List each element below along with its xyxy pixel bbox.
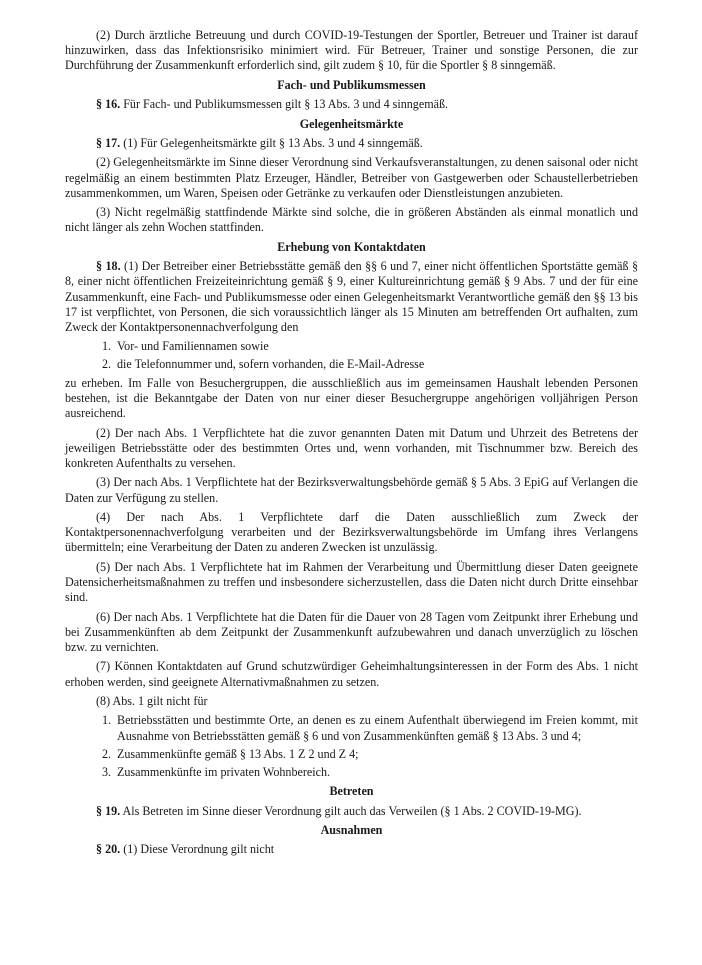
list-item bbox=[65, 747, 638, 762]
section-text-20: (1) Diese Verordnung gilt nicht bbox=[120, 842, 275, 857]
section-label-18: § 18. bbox=[96, 259, 121, 274]
heading-fach-publikumsmessen: Fach- und Publikumsmessen bbox=[277, 77, 426, 92]
section-label-17: § 17. bbox=[96, 135, 121, 150]
paragraph-s18-8: (8) Abs. 1 gilt nicht für bbox=[96, 693, 208, 708]
paragraph-s18-2: (2) Der nach Abs. 1 Verpflichtete hat die zuvor genannten Daten mit Datum und Uhrzeit des Betretens der jeweiligen Betriebsstätte oder des bestimmten Ortes und, wenn vorhanden, mit Tischnummer bzw. Bereich des konkreten Aufenthalts zu versehen. bbox=[65, 425, 638, 470]
list-item bbox=[65, 339, 638, 354]
list-s18-1 bbox=[65, 339, 638, 371]
paragraph-s18-5: (5) Der nach Abs. 1 Verpflichtete hat im Rahmen der Verarbeitung und Übermittlung dieser Daten geeignete Datensicherheitsmaßnahmen zu treffen und insbesondere sicherzustellen, dass die Daten nicht durch Dritte einsehbar sind. bbox=[65, 559, 638, 605]
list-item bbox=[65, 357, 638, 372]
heading-gelegenheitsmaerkte: Gelegenheitsmärkte bbox=[299, 116, 404, 131]
list-number: 1. bbox=[102, 339, 112, 354]
paragraph-s18-1-continued: zu erheben. Im Falle von Besuchergruppen, die ausschließlich aus im gemeinsamen Haushalt lebenden Personen bestehen, ist die Bekanntgabe der Daten von nur einer dieser Besuchergruppe angehörigen volljährigen Person ausreichend. bbox=[65, 375, 638, 421]
list-number: 2. bbox=[102, 746, 112, 761]
list-text: Zusammenkünfte gemäß § 13 Abs. 1 Z 2 und Z 4; bbox=[117, 746, 359, 761]
list-number: 2. bbox=[102, 356, 112, 371]
section-text-19: Als Betreten im Sinne dieser Verordnung gilt auch das Verweilen (§ 1 Abs. 2 COVID-19-MG). bbox=[120, 803, 582, 818]
section-text-16: Für Fach- und Publikumsmessen gilt § 13 Abs. 3 und 4 sinngemäß. bbox=[120, 97, 449, 112]
paragraph-s18-6: (6) Der nach Abs. 1 Verpflichtete hat die Daten für die Dauer von 28 Tagen vom Zeitpunkt ihrer Erhebung und bei Zusammenkünften ab dem Zeitpunkt der Zusammenkunft aufzubewahren und danach unverzüglich zu löschen bzw. zu vernichten. bbox=[65, 609, 638, 654]
heading-ausnahmen: Ausnahmen bbox=[320, 822, 383, 837]
section-label-20: § 20. bbox=[96, 842, 121, 857]
paragraph-s18-1 bbox=[65, 259, 638, 335]
section-label-19: § 19. bbox=[96, 803, 121, 818]
list-number: 1. bbox=[102, 713, 112, 728]
paragraph-s16 bbox=[65, 97, 638, 112]
paragraph-s17-3: (3) Nicht regelmäßig stattfindende Märkte sind solche, die in größeren Abständen als einmal monatlich und nicht länger als zehn Wochen stattfinden. bbox=[65, 205, 638, 235]
list-number: 3. bbox=[102, 764, 112, 779]
paragraph-s15-2: (2) Durch ärztliche Betreuung und durch COVID-19-Testungen der Sportler, Betreuer und Trainer ist darauf hinzuwirken, dass das Infektionsrisiko minimiert wird. Für Betreuer, Trainer und sonstige Personen, die zur Durchführung der Zusammenkunft erforderlich sind, gilt zudem § 10, für die Sportler § 8 sinngemäß. bbox=[65, 28, 638, 73]
paragraph-s18-3: (3) Der nach Abs. 1 Verpflichtete hat der Bezirksverwaltungsbehörde gemäß § 5 Abs. 3 EpiG auf Verlangen die Daten zur Verfügung zu stellen. bbox=[65, 475, 638, 505]
paragraph-s19 bbox=[65, 804, 638, 819]
paragraph-s18-7: (7) Können Kontaktdaten auf Grund schutzwürdiger Geheimhaltungsinteressen in der Form des Abs. 1 nicht erhoben werden, sind geeignete Alternativmaßnahmen zu setzen. bbox=[65, 659, 638, 689]
list-text: die Telefonnummer und, sofern vorhanden, die E-Mail-Adresse bbox=[117, 356, 425, 371]
section-text-18: (1) Der Betreiber einer Betriebsstätte gemäß den §§ 6 und 7, einer nicht öffentlichen Sportstätte gemäß § 8, einer nicht öffentlichen Freizeiteinrichtung gemäß § 9, einer Kultureinrichtung gemäß § 9 Abs. 7 und der für eine Zusammenkunft, eine Fach- und Publikumsmesse oder einen Gelegenheitsmarkt Verantwortliche gemäß den §§ 13 bis 17 ist verpflichtet, von Personen, die sich voraussichtlich länger als 15 Minuten am betreffenden Ort aufhalten, zum Zweck der Kontaktpersonennachverfolgung den bbox=[65, 259, 638, 334]
list-item bbox=[65, 765, 638, 780]
paragraph-s17-2: (2) Gelegenheitsmärkte im Sinne dieser Verordnung sind Verkaufsveranstaltungen, zu denen saisonal oder nicht regelmäßig an einem bestimmten Platz Erzeuger, Händler, Betreiber von Gastgewerben oder Schaustellerbetrieben zusammenkommen, um Waren, Speisen oder Getränke zu verkaufen oder Dienstleistungen anzubieten. bbox=[65, 155, 638, 200]
paragraph-s18-4: (4) Der nach Abs. 1 Verpflichtete darf die Daten ausschließlich zum Zweck der Kontaktpersonennachverfolgung verarbeiten und der Bezirksverwaltungsbehörde im Umfang ihres Verlangens übermitteln; eine Verarbeitung der Daten zu anderen Zwecken ist unzulässig. bbox=[65, 509, 638, 555]
paragraph-s20 bbox=[65, 842, 638, 857]
section-label-16: § 16. bbox=[96, 97, 121, 112]
paragraph-s17-1 bbox=[65, 136, 638, 151]
list-text: Vor- und Familiennamen sowie bbox=[117, 339, 269, 354]
list-item bbox=[65, 713, 638, 743]
list-text: Zusammenkünfte im privaten Wohnbereich. bbox=[117, 764, 331, 779]
list-s18-8 bbox=[65, 713, 638, 780]
section-text-17: (1) Für Gelegenheitsmärkte gilt § 13 Abs. 3 und 4 sinngemäß. bbox=[120, 135, 423, 150]
heading-betreten: Betreten bbox=[329, 784, 374, 799]
list-text: Betriebsstätten und bestimmte Orte, an denen es zu einem Aufenthalt überwiegend im Freien kommt, mit Ausnahme von Betriebsstätten gemäß § 6 und von Zusammenkünften gemäß § 13 Abs. 3 und 4; bbox=[117, 713, 638, 743]
heading-erhebung-kontaktdaten: Erhebung von Kontaktdaten bbox=[277, 239, 426, 254]
